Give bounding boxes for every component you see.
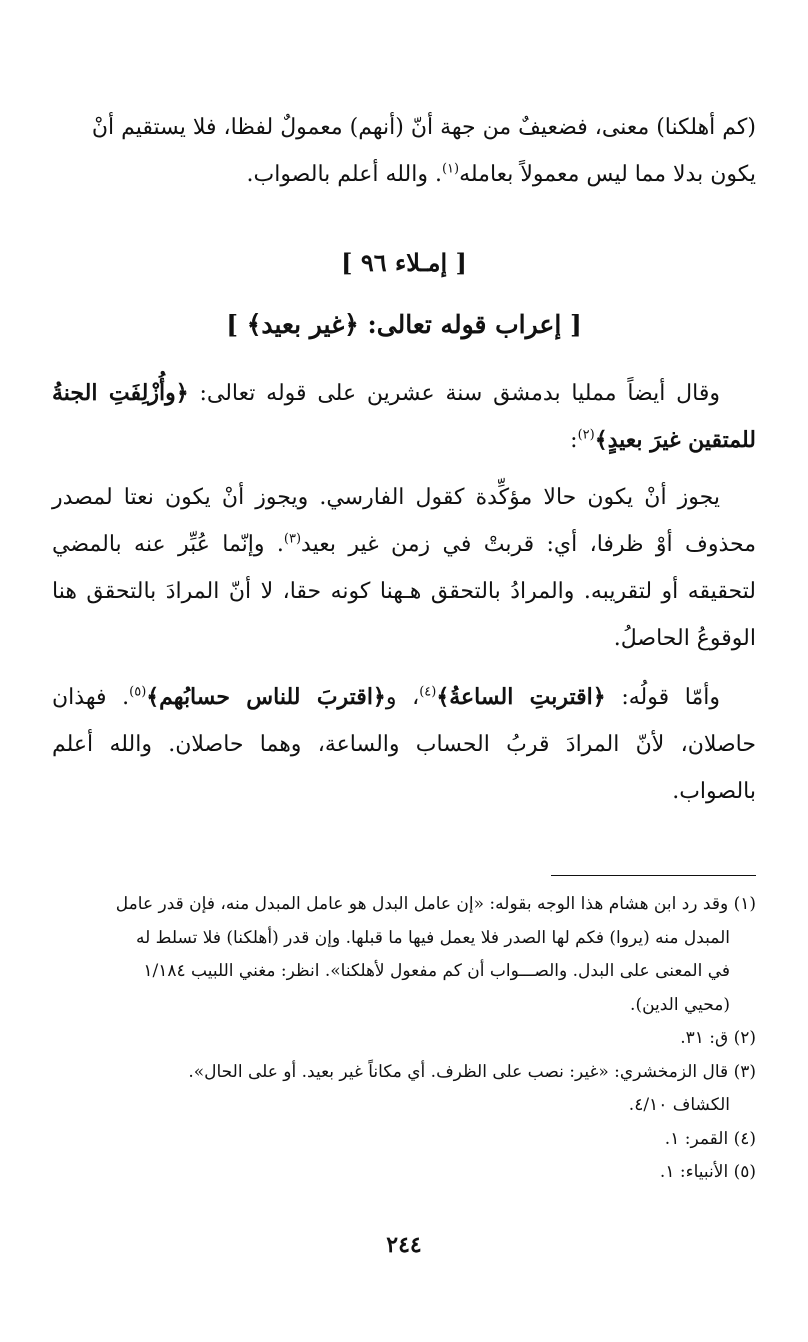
text-span: : [570, 428, 578, 453]
footnote-text: (٥) الأنبياء: ١. [659, 1162, 756, 1182]
paragraph [52, 474, 756, 662]
footnote-2 [52, 1022, 756, 1056]
quran-verse: ﴿وأُزْلِفَتِ الجنةُ للمتقين غيرَ بعيدٍ﴾ [52, 380, 756, 453]
text-span: . والله أعلم بالصواب. [246, 162, 442, 187]
text-span: (كم أهلكنا) معنى، فضعيفٌ من جهة أنّ (أنهم) معمولٌ لفظا، فلا يستقيم أنْ [91, 115, 756, 140]
quran-verse: ﴿اقتربَ للناس حسابُهم﴾ [146, 684, 386, 710]
closing-paragraph [52, 674, 756, 815]
text-line [52, 104, 756, 151]
paragraph [52, 674, 756, 815]
explanation-paragraph [52, 474, 756, 662]
footnote-1 [52, 888, 756, 922]
footnote-text: في المعنى على البدل. والصـــواب أن كم مفعول لأهلكنا». انظر: مغني اللبيب ١/١٨٤ [143, 961, 730, 981]
text-span: وأمّا قولُه: [605, 685, 720, 710]
text-span: . وإنّما عُبِّر عنه بالمضي لتحقيقه أو لتقريبه. والمرادُ بالتحقق هـهنا كونه حقا، لا أنّ المرادَ بالتحقق هنا الوقوعُ الحاصلُ. [52, 532, 756, 651]
footnote-text: (٢) ق: ٣١. [680, 1028, 756, 1048]
footnote-text: (٣) قال الزمخشري: «غير: نصب على الظرف. أي مكاناً غير بعيد. أو على الحال». [188, 1061, 756, 1082]
text-span: وقال أيضاً ممليا بدمشق سنة عشرين على قوله تعالى: [188, 381, 720, 406]
footnote-text: (١) وقد رد ابن هشام هذا الوجه بقوله: «إن عامل البدل هو عامل المبدل منه، فإن قدر عامل [115, 894, 756, 914]
footnote-3 [52, 1056, 756, 1090]
footnotes [52, 888, 756, 1190]
quran-verse: ﴿اقتربتِ الساعةُ﴾ [436, 684, 606, 710]
footnote-text: (٤) القمر: ١. [664, 1128, 756, 1149]
footnote-4 [52, 1123, 756, 1157]
text-span: يجوز أنْ يكون حالا مؤكِّدة كقول الفارسي. ويجوز أنْ يكون نعتا لمصدر محذوف أوْ ظرفا، أي: قربتْ في زمن غير بعيد [52, 485, 757, 557]
footnote-5 [52, 1156, 756, 1190]
footnote-1-cont [52, 922, 756, 956]
footnote-ref: (٣) [283, 531, 302, 547]
intro-paragraph [52, 370, 756, 464]
footnote-text: (محيي الدين). [630, 994, 730, 1015]
footnote-divider [551, 875, 756, 876]
footnote-ref: (٤) [419, 684, 437, 700]
continuation-paragraph [52, 104, 756, 198]
footnote-ref: (٢) [577, 427, 595, 443]
footnote-text: الكشاف ٤/١٠. [628, 1095, 730, 1115]
text-span: يكون بدلا مما ليس معمولاً بعامله [459, 162, 756, 187]
footnote-1-cont [52, 989, 756, 1023]
imla-heading: [ إمـلاء ٩٦ ] [341, 248, 467, 277]
footnote-ref: (٥) [129, 684, 147, 700]
paragraph [52, 370, 756, 464]
footnote-ref: (١) [441, 161, 460, 177]
footnote-3-cont [52, 1089, 756, 1123]
text-span: . فهذان حاصلان، لأنّ المرادَ قربُ الحساب والساعة، وهما حاصلان. والله أعلم بالصواب. [52, 685, 756, 804]
footnote-1-cont [52, 955, 756, 989]
section-title: [ إعراب قوله تعالى: ﴿غير بعيد﴾ ] [226, 310, 582, 339]
text-line [52, 151, 756, 198]
text-span: ، و [385, 685, 420, 710]
page-number: ٢٤٤ [386, 1232, 422, 1258]
footnote-text: المبدل منه (يروا) فكم لها الصدر فلا يعمل فيها ما قبلها. وإن قدر (أهلكنا) فلا تسلط له [135, 927, 730, 948]
